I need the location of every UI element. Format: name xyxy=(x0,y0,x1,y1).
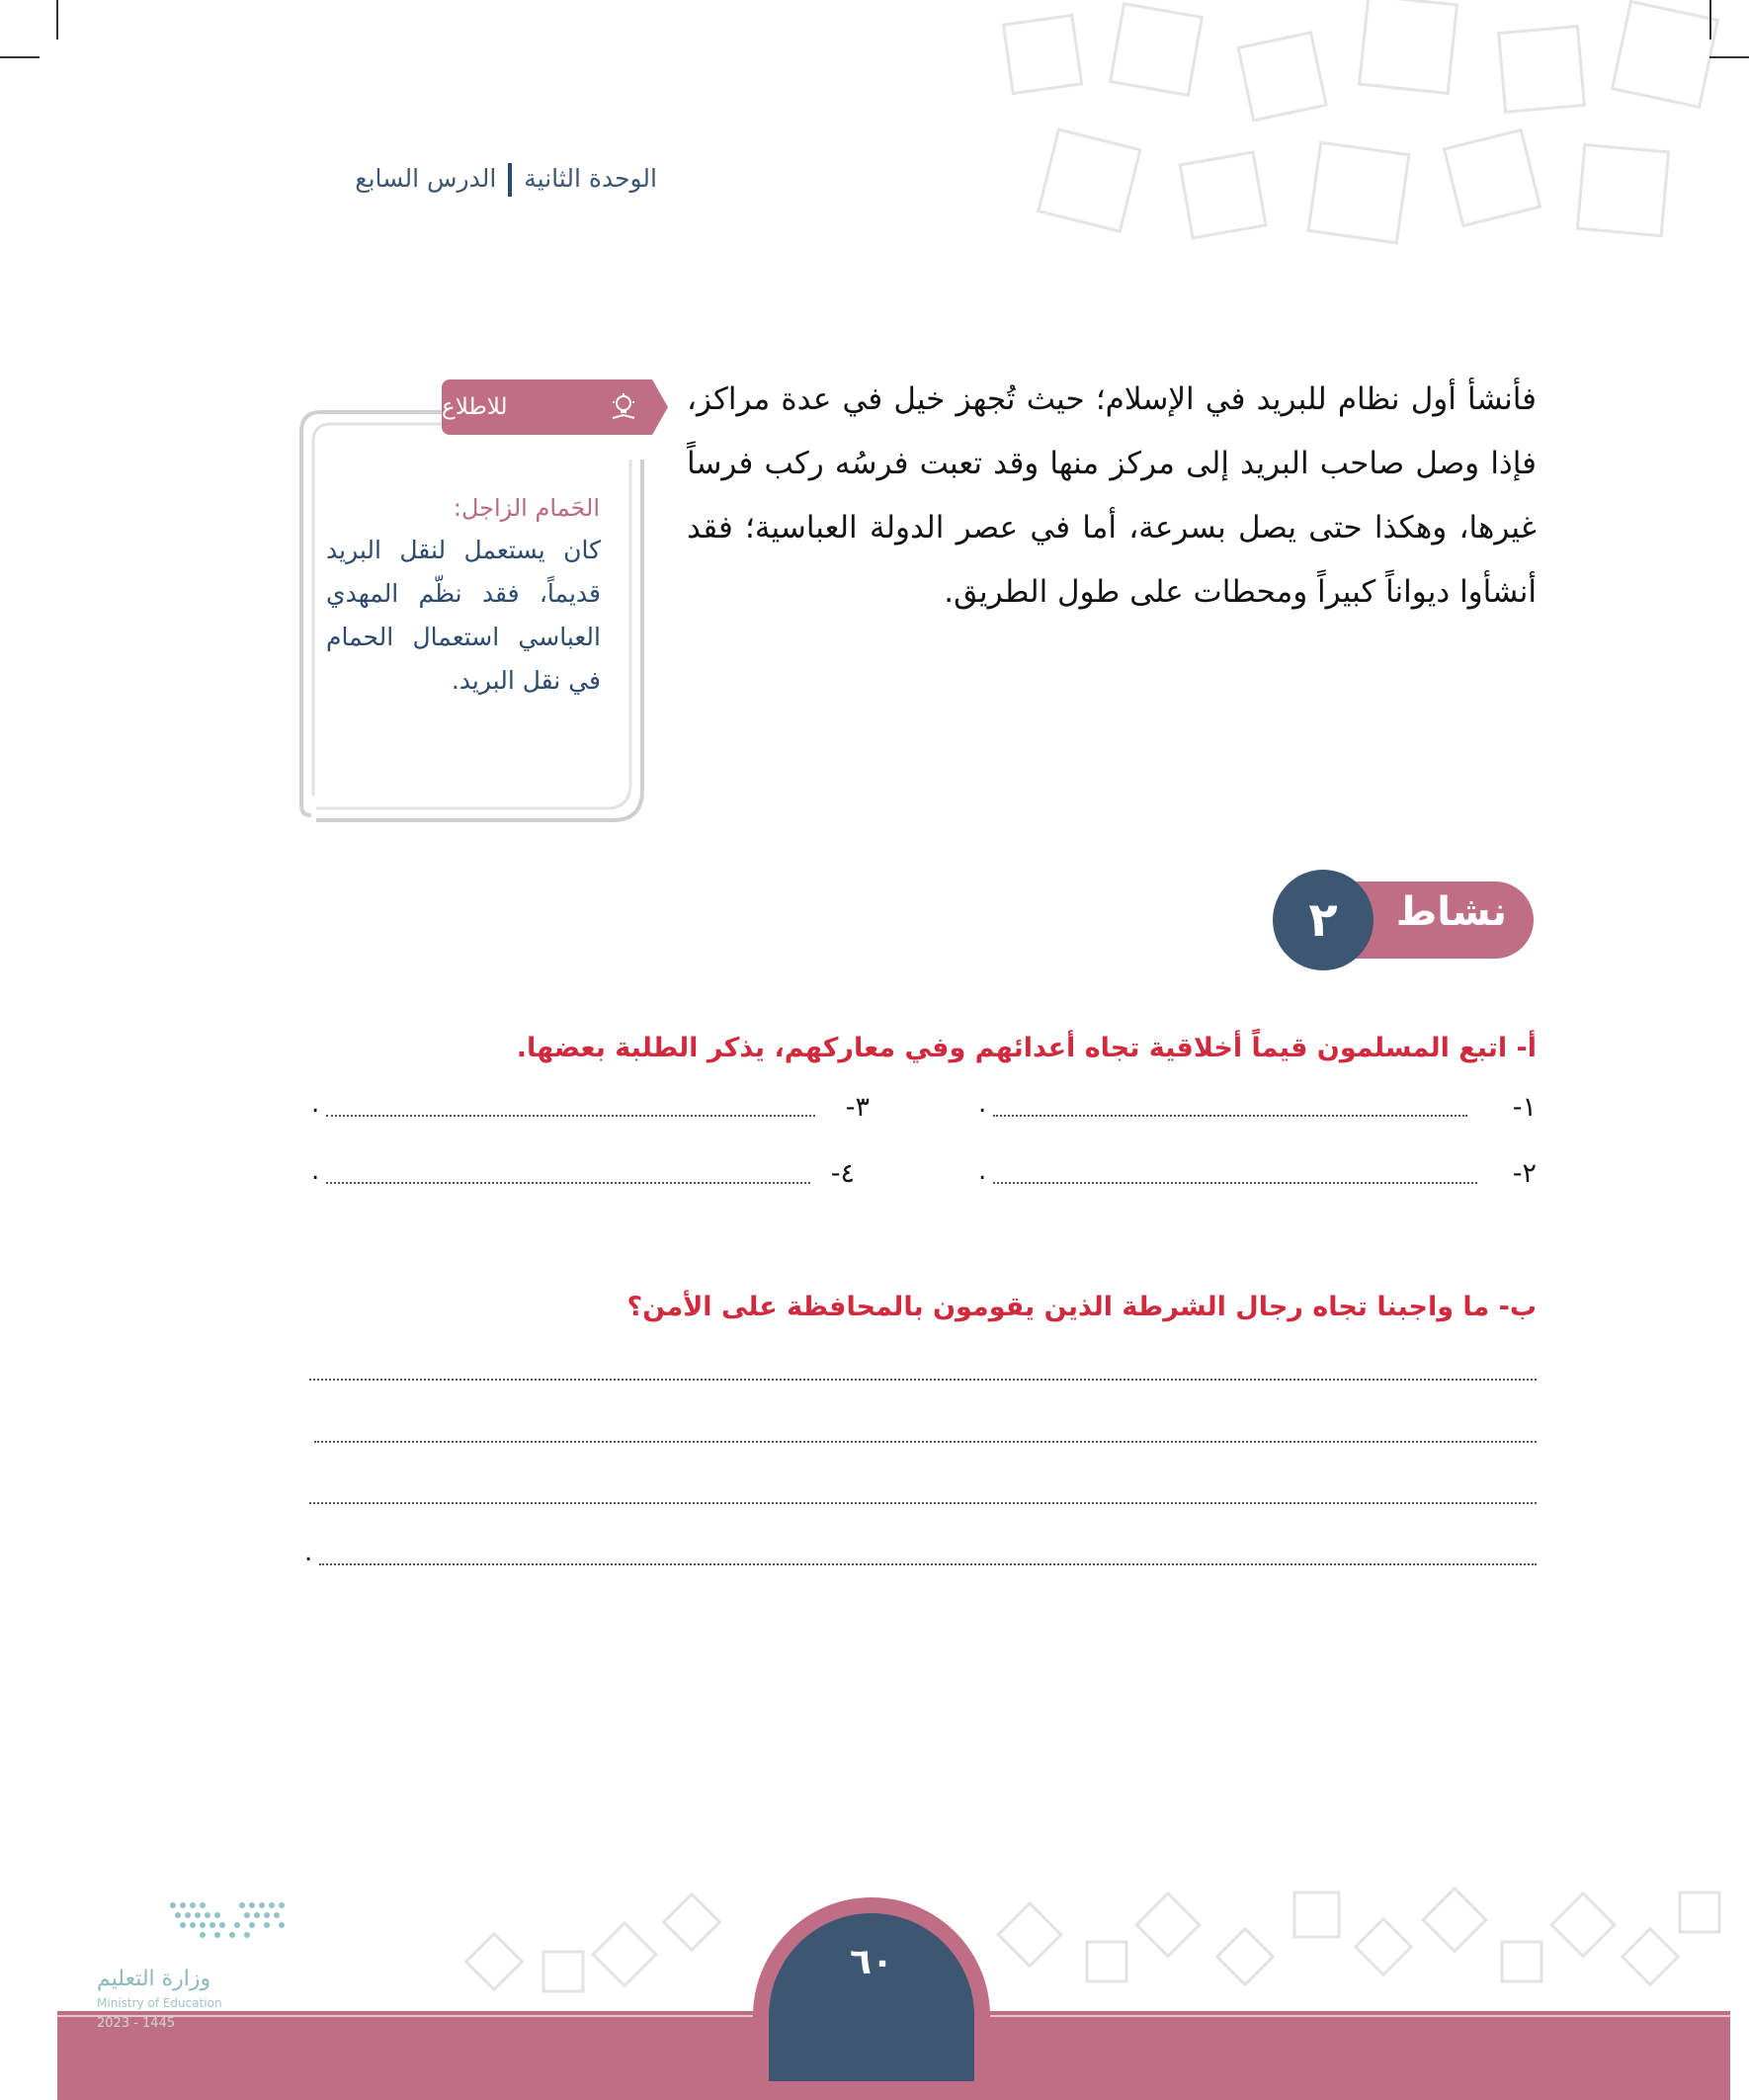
answer-line-b2[interactable] xyxy=(314,1441,1537,1443)
info-tag-label: للاطلاع xyxy=(442,394,508,420)
answer-line-2[interactable] xyxy=(993,1182,1477,1184)
question-a: أ- اتبع المسلمون قيماً أخلاقية تجاه أعدائهم وفي معاركهم، يذكر الطلبة بعضها. xyxy=(516,1033,1537,1063)
ministry-name: وزارة التعليم xyxy=(97,1967,211,1991)
answer-item-3: ٣- xyxy=(845,1092,870,1123)
end-dot: . xyxy=(978,1156,987,1186)
activity-number: ٢ xyxy=(1273,870,1374,970)
end-dot: . xyxy=(311,1089,320,1119)
ministry-logo-icon xyxy=(94,1895,331,1974)
answer-line-1[interactable] xyxy=(993,1115,1467,1117)
question-b: ب- ما واجبنا تجاه رجال الشرطة الذين يقومون بالمحافظة على الأمن؟ xyxy=(626,1292,1537,1322)
answer-line-b1[interactable] xyxy=(309,1379,1537,1381)
answer-item-1: ١- xyxy=(1512,1092,1537,1123)
ministry-name-en: Ministry of Education xyxy=(97,1996,222,2010)
activity-label: نشاط xyxy=(1395,889,1507,935)
ministry-year: 2023 - 1445 xyxy=(97,2016,176,2031)
info-tag xyxy=(442,379,652,435)
answer-line-4[interactable] xyxy=(326,1182,810,1184)
answer-line-b3[interactable] xyxy=(309,1502,1537,1504)
page-header xyxy=(355,163,657,197)
end-dot: . xyxy=(978,1089,987,1119)
unit-title: الوحدة الثانية xyxy=(524,164,657,193)
lesson-title: الدرس السابع xyxy=(355,164,497,193)
end-dot: . xyxy=(304,1538,313,1567)
answer-item-4: ٤- xyxy=(830,1158,855,1189)
crop-mark xyxy=(56,0,58,40)
answer-line-3[interactable] xyxy=(326,1115,815,1117)
answer-item-2: ٢- xyxy=(1512,1158,1537,1189)
crop-mark xyxy=(0,56,40,58)
end-dot: . xyxy=(311,1156,320,1186)
info-body: كان يستعمل لنقل البريد قديماً، فقد نظّم المهدي العباسي استعمال الحمام في نقل البريد. xyxy=(326,536,601,695)
lightbulb-book-icon xyxy=(609,392,638,422)
main-paragraph: فأنشأ أول نظام للبريد في الإسلام؛ حيث تُجهز خيل في عدة مراكز، فإذا وصل صاحب البريد إلى مركز منها وقد تعبت فرسُه ركب فرساً غيرها، وهكذا حتى يصل بسرعة، أما في عصر الدولة العباسية؛ فقد أنشأوا ديواناً كبيراً ومحطات على طول الطريق. xyxy=(687,381,1537,610)
crop-mark xyxy=(1709,56,1749,58)
info-title: الحَمام الزاجل: xyxy=(453,494,600,522)
answer-line-b4[interactable] xyxy=(319,1563,1537,1565)
decorative-pattern-top xyxy=(988,0,1749,296)
crop-mark xyxy=(1709,0,1711,40)
header-divider xyxy=(508,163,512,197)
decorative-pattern-bottom xyxy=(455,1883,1739,2011)
page-number: ٦٠ xyxy=(850,1942,893,1982)
